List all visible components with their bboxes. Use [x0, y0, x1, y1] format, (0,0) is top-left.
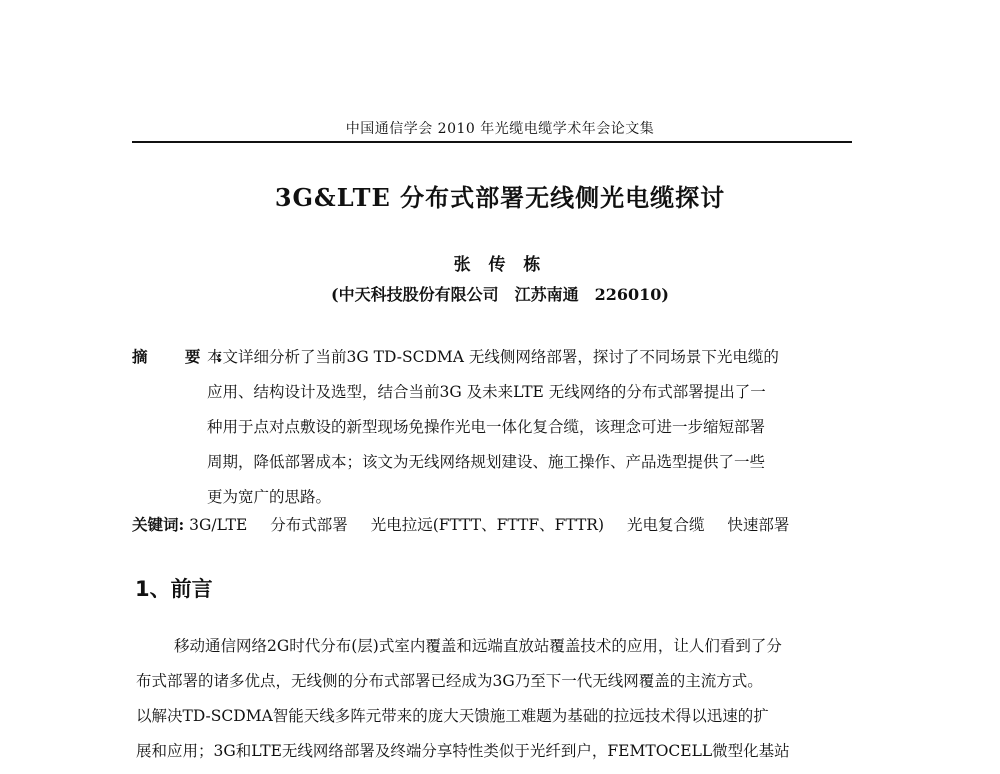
- abstract-body: [207, 345, 862, 520]
- keyword: 3G/LTE: [189, 516, 248, 534]
- author-affiliation: (中天科技股份有限公司 江苏南通 226010): [331, 285, 669, 304]
- keyword: 分布式部署: [270, 516, 348, 534]
- abstract-line: 种用于点对点敷设的新型现场免操作光电一体化复合缆，该理念可进一步缩短部署: [207, 418, 766, 436]
- author-name: 张 传 栋: [453, 255, 547, 275]
- keyword: 快速部署: [727, 516, 790, 534]
- paper-title: 3G&LTE 分布式部署无线侧光电缆探讨: [274, 183, 726, 212]
- keyword: 光电拉远(FTTT、FTTF、FTTR): [370, 516, 605, 534]
- keywords-label: 关键词:: [132, 515, 185, 534]
- header-rule: [132, 141, 852, 143]
- abstract-line: 应用、结构设计及选型，结合当前3G 及未来LTE 无线网络的分布式部署提出了一: [207, 383, 766, 401]
- abstract-line: 本文详细分析了当前3G TD-SCDMA 无线侧网络部署，探讨了不同场景下光电缆的: [207, 348, 779, 366]
- section-body: [136, 634, 856, 774]
- abstract-line: 更为宽广的思路。: [207, 488, 332, 506]
- body-line: 以解决TD-SCDMA智能天线多阵元带来的庞大天馈施工难题为基础的拉远技术得以迅速的扩: [136, 707, 769, 725]
- body-line: 布式部署的诸多优点，无线侧的分布式部署已经成为3G乃至下一代无线网覆盖的主流方式。: [136, 672, 763, 690]
- body-line: 展和应用；3G和LTE无线网络部署及终端分享特性类似于光纤到户，FEMTOCELL微型化基站: [136, 742, 790, 760]
- running-header: 中国通信学会 2010 年光缆电缆学术年会论文集: [345, 121, 655, 137]
- section-heading: 1、前言: [135, 577, 213, 601]
- keywords: [132, 513, 807, 535]
- body-line: 移动通信网络2G时代分布(层)式室内覆盖和远端直放站覆盖技术的应用，让人们看到了分: [174, 637, 782, 655]
- abstract-line: 周期，降低部署成本；该文为无线网络规划建设、施工操作、产品选型提供了一些: [207, 453, 766, 471]
- keyword: 光电复合缆: [626, 516, 705, 534]
- abstract-label: 摘 要:: [132, 347, 239, 366]
